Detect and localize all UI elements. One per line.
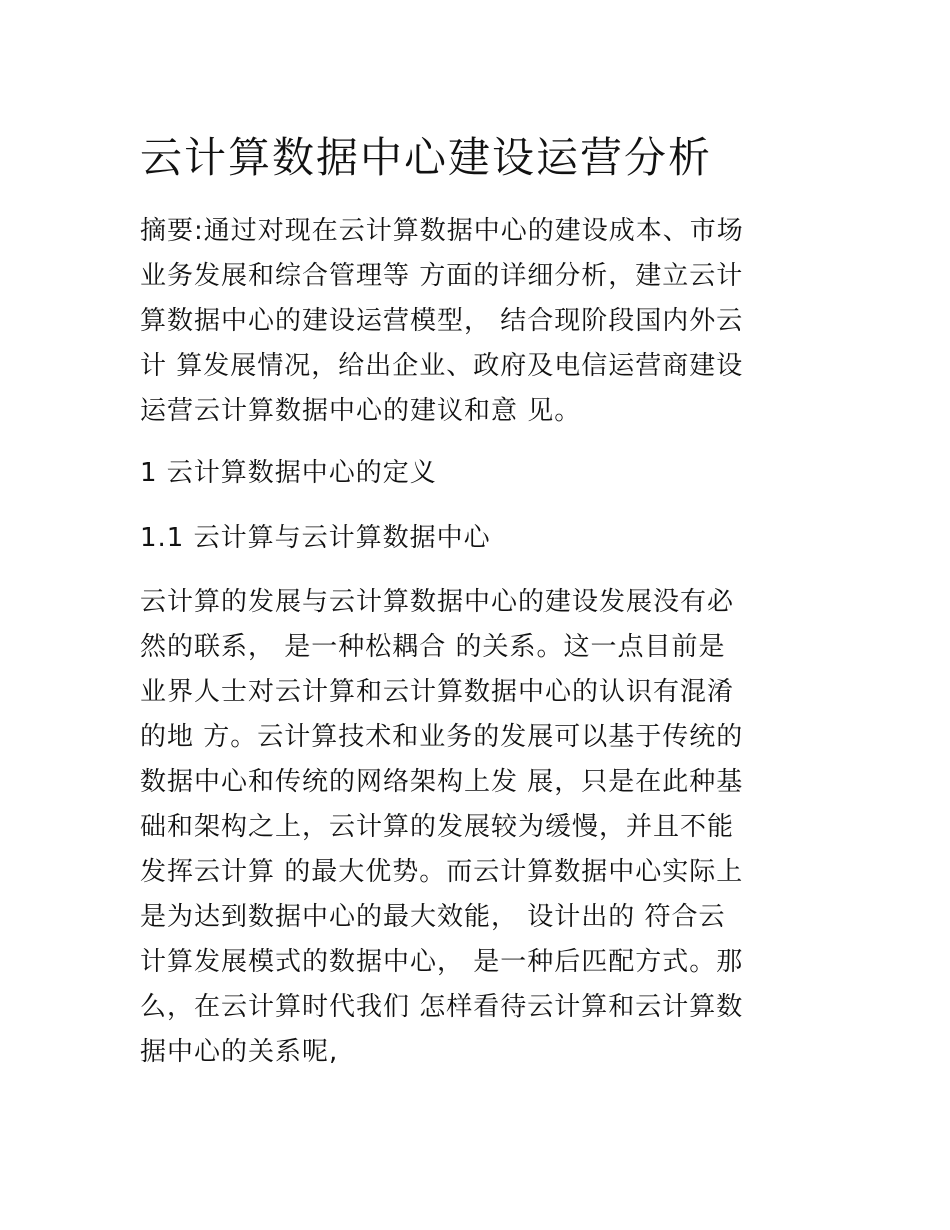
body-line: 数据中心和传统的网络架构上发 展，只是在此种基 [140,767,744,797]
abstract-paragraph [140,209,805,434]
abstract-line: 运营云计算数据中心的建议和意 见。 [140,396,582,426]
section-heading-1: 1 云计算数据中心的定义 [140,458,437,488]
abstract-line: 算数据中心的建设运营模型， 结合现阶段国内外云 [140,306,744,336]
body-line: 的地 方。云计算技术和业务的发展可以基于传统的 [140,722,744,752]
body-line: 础和架构之上，云计算的发展较为缓慢，并且不能 [140,812,735,842]
body-paragraph [140,580,805,1075]
body-line: 云计算的发展与云计算数据中心的建设发展没有必 [140,587,735,617]
body-line: 然的联系， 是一种松耦合 的关系。这一点目前是 [140,632,726,662]
section-heading-1-1: 1.1 云计算与云计算数据中心 [140,523,491,553]
body-line: 业界人士对云计算和云计算数据中心的认识有混淆 [140,677,735,707]
abstract-line: 摘要:通过对现在云计算数据中心的建设成本、市场 [140,216,744,246]
body-line: 发挥云计算 的最大优势。而云计算数据中心实际上 [140,857,744,887]
document-title: 云计算数据中心建设运营分析 [140,133,713,182]
body-line: 是为达到数据中心的最大效能， 设计出的 符合云 [140,902,726,932]
body-line: 计算发展模式的数据中心， 是一种后匹配方式。那 [140,947,744,977]
body-line: 据中心的关系呢, [140,1037,339,1067]
abstract-line: 业务发展和综合管理等 方面的详细分析，建立云计 [140,261,744,291]
abstract-line: 计 算发展情况，给出企业、政府及电信运营商建设 [140,351,744,381]
body-line: 么，在云计算时代我们 怎样看待云计算和云计算数 [140,992,744,1022]
